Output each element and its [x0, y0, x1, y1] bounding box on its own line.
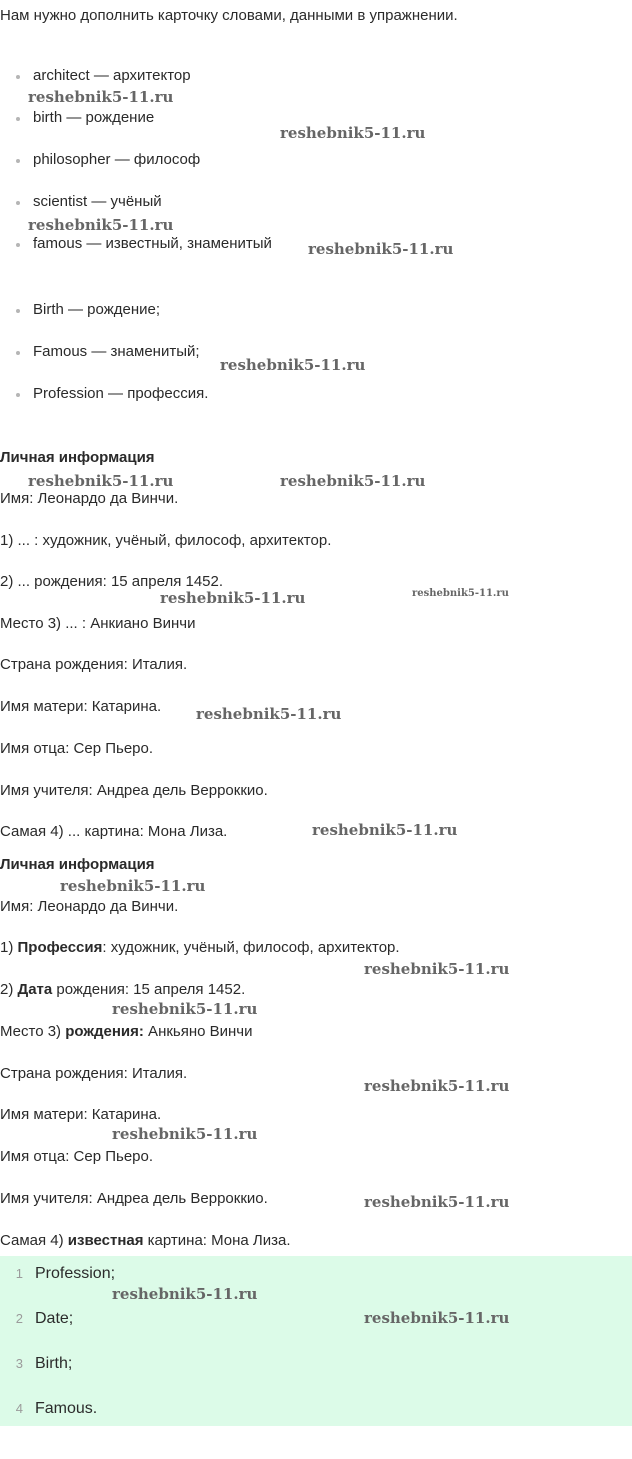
watermark: reshebnik5-11.ru — [364, 1309, 510, 1327]
watermark: reshebnik5-11.ru — [364, 960, 510, 978]
list-item — [0, 1355, 72, 1373]
watermark: reshebnik5-11.ru — [28, 88, 174, 106]
card-line-teacher: Имя учителя: Андреа дель Верроккио. — [0, 782, 268, 799]
list-item: Profession — профессия. — [0, 385, 208, 402]
watermark: reshebnik5-11.ru — [412, 588, 509, 599]
card-heading: Личная информация — [0, 856, 155, 873]
list-item: Famous — знаменитый; — [0, 343, 200, 360]
list-item: scientist — учёный — [0, 193, 162, 210]
watermark: reshebnik5-11.ru — [196, 705, 342, 723]
card-line-birth-date: 2) ... рождения: 15 апреля 1452. — [0, 573, 224, 590]
answers-box — [0, 1256, 632, 1426]
card-line-birth-place: Место 3) ... : Анкиано Винчи — [0, 615, 196, 632]
card-line-painting — [0, 1232, 291, 1249]
line-prefix: 1) — [0, 939, 18, 956]
watermark: reshebnik5-11.ru — [160, 589, 306, 607]
item-number: 4 — [15, 1401, 23, 1416]
watermark: reshebnik5-11.ru — [28, 472, 174, 490]
answer-text: Date; — [35, 1310, 74, 1327]
watermark: reshebnik5-11.ru — [112, 1125, 258, 1143]
watermark: reshebnik5-11.ru — [220, 356, 366, 374]
list-item: birth — рождение — [0, 109, 154, 126]
answer-word: известная — [67, 1232, 144, 1249]
intro-text: Нам нужно дополнить карточку словами, данными в упражнении. — [0, 7, 458, 24]
item-number: 3 — [15, 1356, 23, 1371]
line-prefix: 2) — [0, 981, 18, 998]
list-item: Birth — рождение; — [0, 301, 160, 318]
card-line-teacher: Имя учителя: Андреа дель Верроккио. — [0, 1190, 268, 1207]
watermark: reshebnik5-11.ru — [308, 240, 454, 258]
line-rest: рождения: 15 апреля 1452. — [52, 981, 246, 998]
card-line-profession: 1) ... : художник, учёный, философ, архитектор. — [0, 532, 332, 549]
answer-text: Profession; — [35, 1265, 116, 1282]
card-line-country: Страна рождения: Италия. — [0, 1065, 188, 1082]
answer-word: рождения: — [65, 1023, 144, 1040]
answer-text: Famous. — [35, 1400, 98, 1417]
card-line-country: Страна рождения: Италия. — [0, 656, 188, 673]
card-line-birth-date — [0, 981, 245, 998]
line-prefix: Место 3) — [0, 1023, 66, 1040]
line-prefix: Самая 4) — [0, 1232, 68, 1249]
card-line-father: Имя отца: Сер Пьеро. — [0, 740, 154, 757]
watermark: reshebnik5-11.ru — [364, 1193, 510, 1211]
list-item: architect — архитектор — [0, 67, 191, 84]
list-item — [0, 1400, 97, 1418]
item-number: 1 — [15, 1266, 23, 1281]
answer-word: Дата — [17, 981, 53, 998]
watermark: reshebnik5-11.ru — [112, 1285, 258, 1303]
card-heading: Личная информация — [0, 449, 155, 466]
watermark: reshebnik5-11.ru — [112, 1000, 258, 1018]
list-item — [0, 1310, 73, 1328]
list-item — [0, 1265, 115, 1283]
line-rest: : художник, учёный, философ, архитектор. — [102, 939, 400, 956]
card-line-mother: Имя матери: Катарина. — [0, 698, 162, 715]
watermark: reshebnik5-11.ru — [280, 472, 426, 490]
item-number: 2 — [15, 1311, 23, 1326]
watermark: reshebnik5-11.ru — [28, 216, 174, 234]
watermark: reshebnik5-11.ru — [280, 124, 426, 142]
card-line-profession — [0, 939, 400, 956]
card-line-mother: Имя матери: Катарина. — [0, 1106, 162, 1123]
line-rest: Анкьяно Винчи — [143, 1023, 253, 1040]
card-line-name: Имя: Леонардо да Винчи. — [0, 898, 179, 915]
card-line-name: Имя: Леонардо да Винчи. — [0, 490, 179, 507]
answer-text: Birth; — [35, 1355, 73, 1372]
watermark: reshebnik5-11.ru — [60, 877, 206, 895]
watermark: reshebnik5-11.ru — [312, 821, 458, 839]
list-item: philosopher — философ — [0, 151, 200, 168]
card-line-father: Имя отца: Сер Пьеро. — [0, 1148, 154, 1165]
card-line-birth-place — [0, 1023, 253, 1040]
card-line-painting: Самая 4) ... картина: Мона Лиза. — [0, 823, 228, 840]
line-rest: картина: Мона Лиза. — [143, 1232, 291, 1249]
answer-word: Профессия — [17, 939, 103, 956]
list-item: famous — известный, знаменитый — [0, 235, 272, 252]
watermark: reshebnik5-11.ru — [364, 1077, 510, 1095]
